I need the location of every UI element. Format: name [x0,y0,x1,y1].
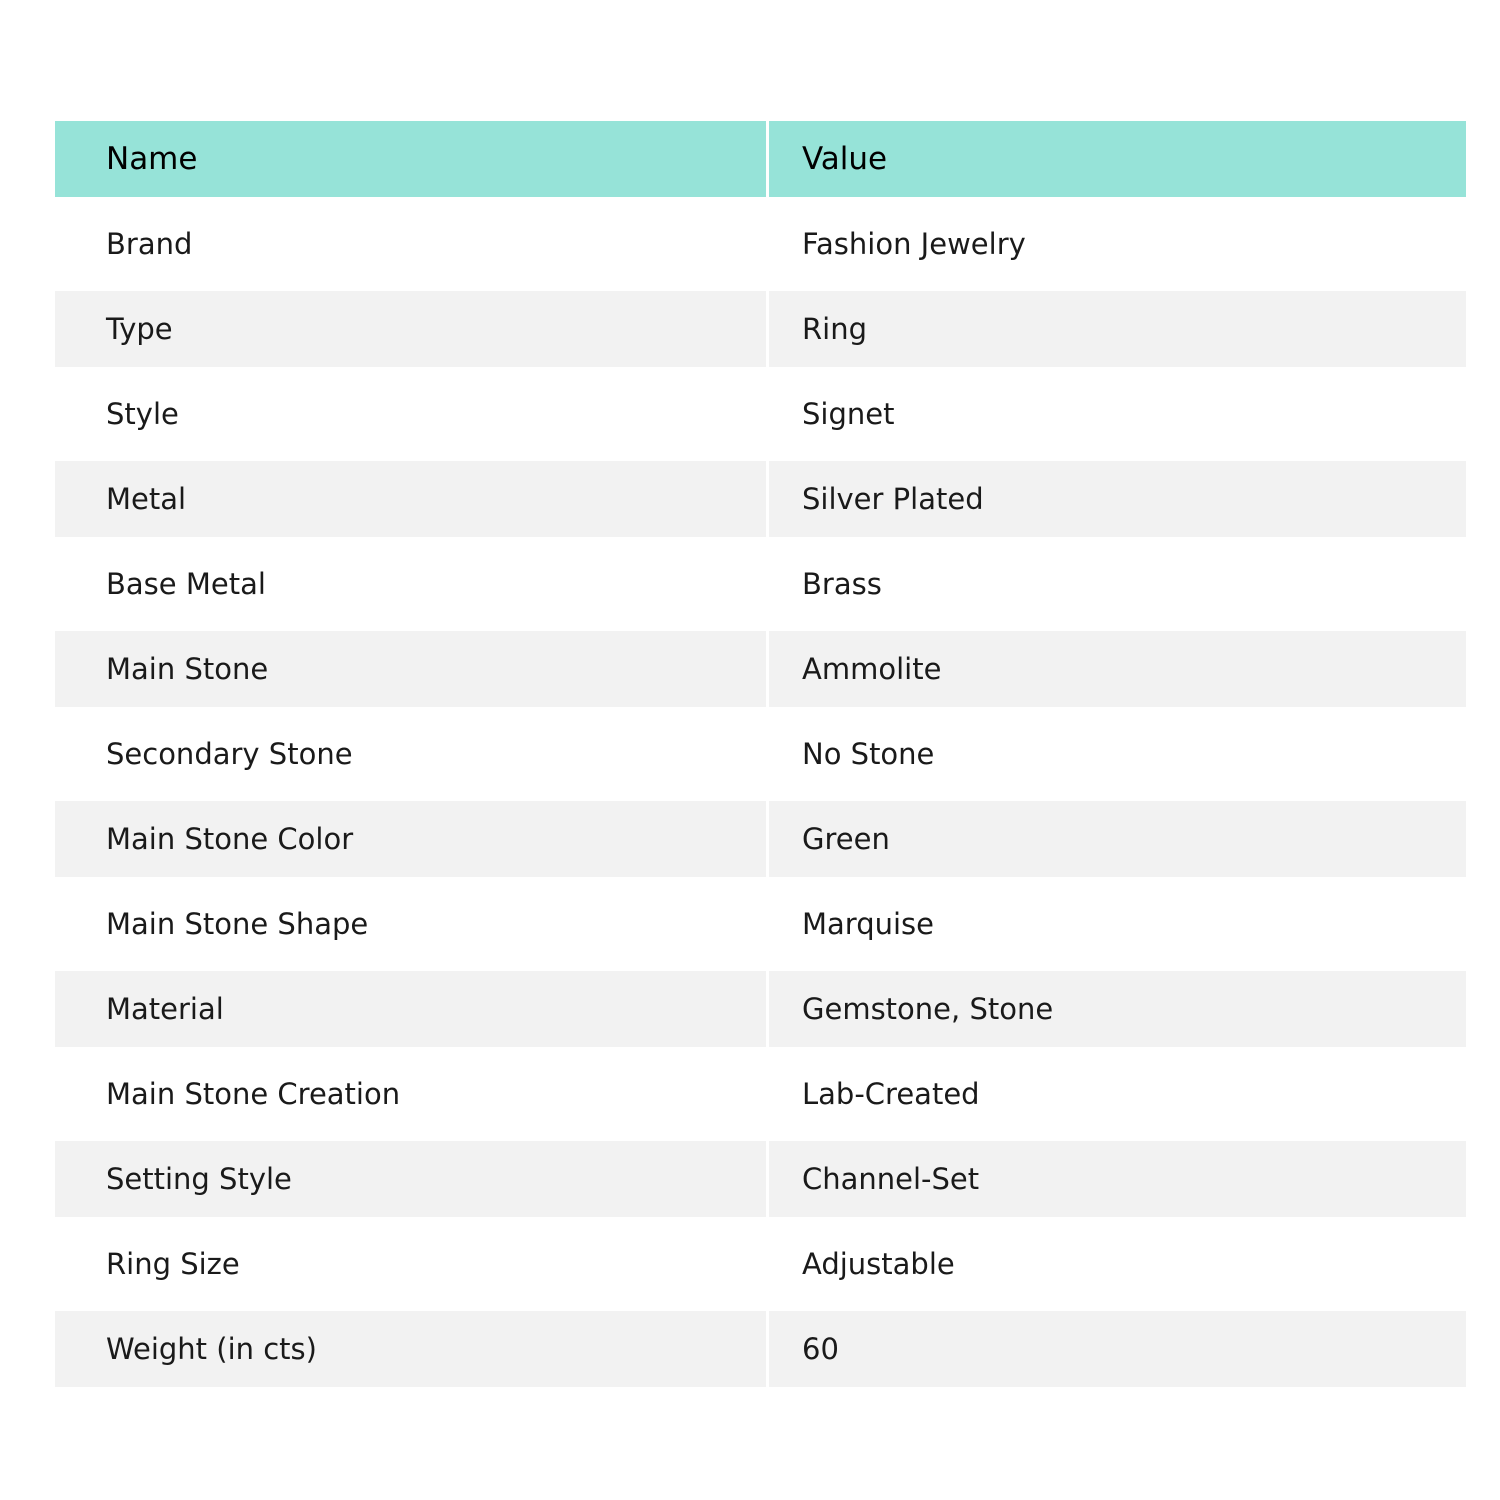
table-row [55,1217,1466,1311]
row-value: Ring [766,291,1466,367]
table-row [55,707,1466,801]
row-name: Brand [55,197,766,291]
table-body [55,197,1466,1387]
row-name: Ring Size [55,1217,766,1311]
table-row [55,367,1466,461]
header-value: Value [766,121,1466,197]
table-row [55,801,1466,877]
row-value: Lab-Created [766,1047,1466,1141]
row-name: Setting Style [55,1141,766,1217]
row-value: Fashion Jewelry [766,197,1466,291]
table-row [55,291,1466,367]
row-name: Main Stone [55,631,766,707]
row-value: Channel-Set [766,1141,1466,1217]
table-row [55,1311,1466,1387]
header-row [55,121,1466,197]
row-name: Main Stone Shape [55,877,766,971]
header-name: Name [55,121,766,197]
table-row [55,877,1466,971]
row-name: Style [55,367,766,461]
table-row [55,537,1466,631]
row-name: Type [55,291,766,367]
row-value: Silver Plated [766,461,1466,537]
row-value: Brass [766,537,1466,631]
row-name: Material [55,971,766,1047]
table-row [55,631,1466,707]
table-row [55,1047,1466,1141]
table-row [55,1141,1466,1217]
table-row [55,197,1466,291]
row-name: Base Metal [55,537,766,631]
table-header [55,121,1466,197]
row-value: Ammolite [766,631,1466,707]
row-value: Gemstone, Stone [766,971,1466,1047]
spec-table [55,121,1466,1387]
row-name: Secondary Stone [55,707,766,801]
row-name: Main Stone Color [55,801,766,877]
row-value: Green [766,801,1466,877]
table-row [55,971,1466,1047]
row-name: Metal [55,461,766,537]
row-name: Weight (in cts) [55,1311,766,1387]
row-value: Marquise [766,877,1466,971]
row-name: Main Stone Creation [55,1047,766,1141]
row-value: Adjustable [766,1217,1466,1311]
row-value: Signet [766,367,1466,461]
table-row [55,461,1466,537]
row-value: No Stone [766,707,1466,801]
row-value: 60 [766,1311,1466,1387]
